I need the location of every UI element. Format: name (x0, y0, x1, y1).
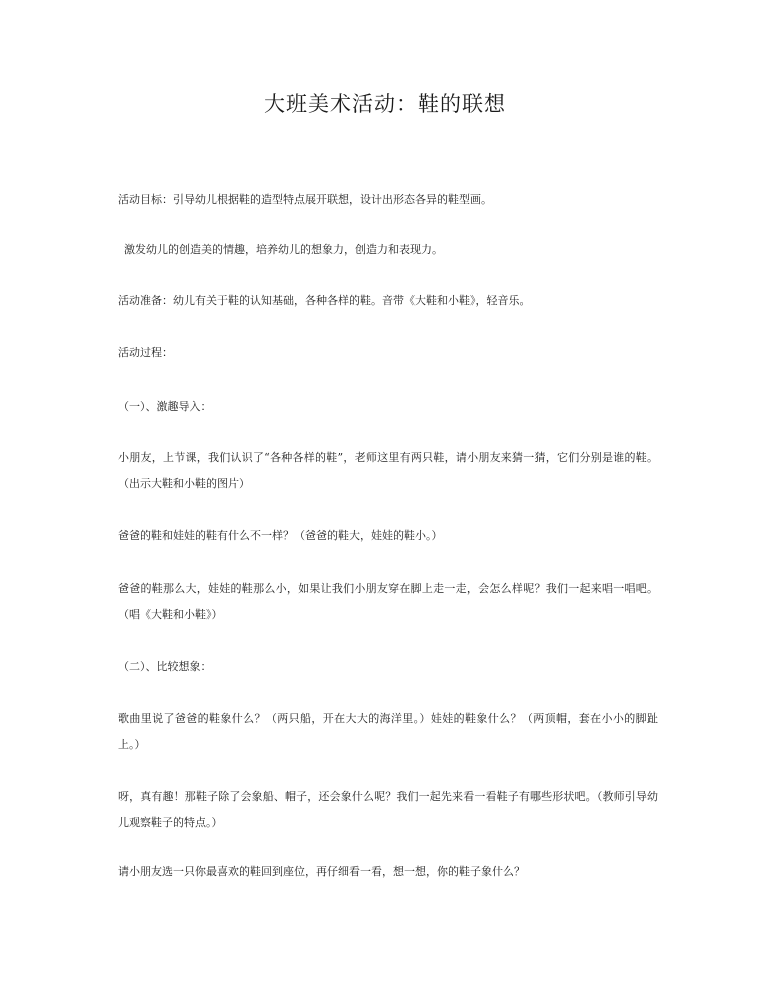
paragraph-choose-shoe: 请小朋友选一只你最喜欢的鞋回到座位，再仔细看一看，想一想，你的鞋子象什么？ (118, 865, 525, 878)
paragraph-observe-shapes: 呀，真有趣！那鞋子除了会象船、帽子，还会象什么呢？我们一起先来看一看鞋子有哪些形状吧。（教师引导幼儿观察鞋子的特点。） (118, 790, 658, 829)
paragraph-activity-goal: 活动目标：引导幼儿根据鞋的造型特点展开联想，设计出形态各异的鞋型画。 (118, 193, 492, 206)
section-heading-compare: （二）、比较想象： (118, 660, 212, 673)
paragraph-goal-continued: 激发幼儿的创造美的情趣，培养幼儿的想象力，创造力和表现力。 (124, 243, 443, 256)
document-title: 大班美术活动：鞋的联想 (264, 92, 506, 116)
paragraph-song-lyrics: 歌曲里说了爸爸的鞋象什么？（两只船，开在大大的海洋里。）娃娃的鞋象什么？（两顶帽，套在小小的脚趾上。） (118, 712, 658, 751)
paragraph-guess-shoes: 小朋友，上节课，我们认识了“各种各样的鞋”，老师这里有两只鞋，请小朋友来猜一猜，它们分别是谁的鞋。（出示大鞋和小鞋的图片） (118, 451, 658, 490)
paragraph-process-heading: 活动过程： (118, 346, 173, 359)
paragraph-difference: 爸爸的鞋和娃娃的鞋有什么不一样？（爸爸的鞋大，娃娃的鞋小。） (118, 529, 443, 542)
section-heading-intro: （一）、激趣导入： (118, 400, 212, 413)
paragraph-sing-song: 爸爸的鞋那么大，娃娃的鞋那么小，如果让我们小朋友穿在脚上走一走，会怎么样呢？我们一起来唱一唱吧。（唱《大鞋和小鞋》） (118, 582, 658, 621)
paragraph-activity-prep: 活动准备：幼儿有关于鞋的认知基础，各种各样的鞋。音带《大鞋和小鞋》，轻音乐。 (118, 294, 531, 307)
